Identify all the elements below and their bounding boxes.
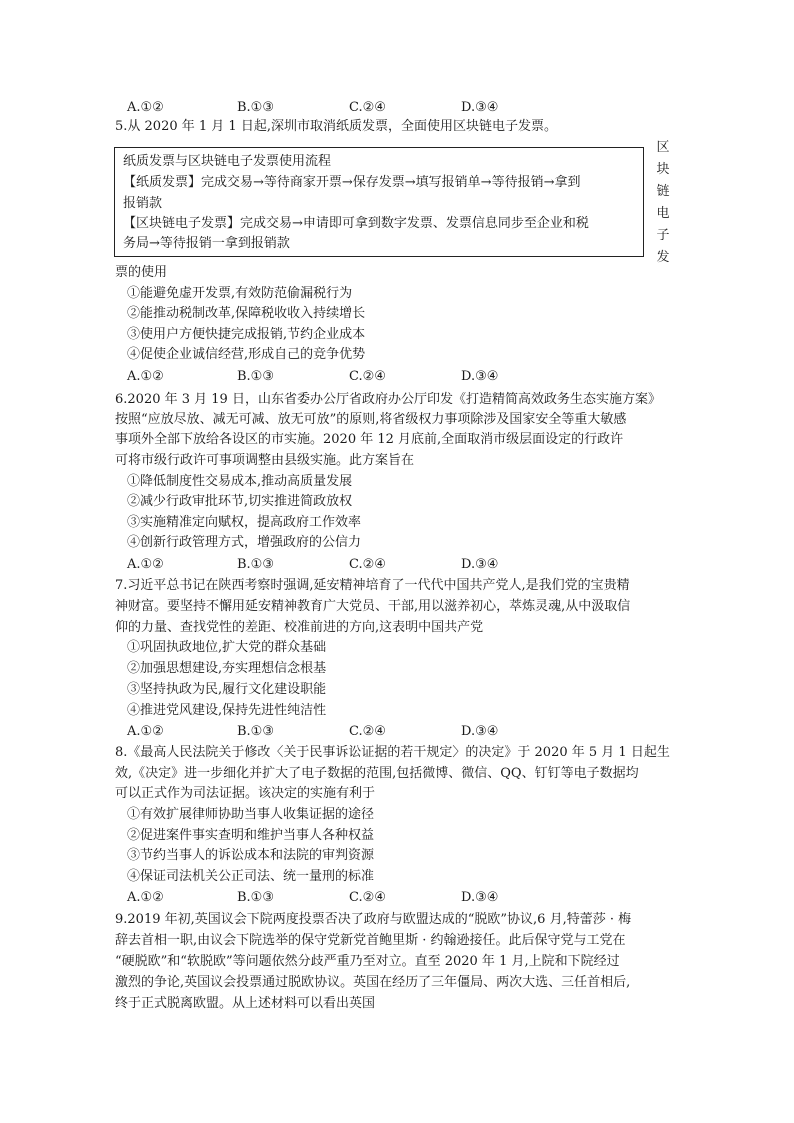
choice-b: B.①③: [237, 724, 274, 739]
choice-b: B.①③: [237, 100, 274, 115]
q6-option-3: ③实施精准定向赋权，提高政府工作效率: [127, 515, 362, 530]
choice-a: A.①②: [127, 100, 164, 115]
q5-box-line2: 报销款: [123, 196, 163, 211]
q8-line-2: 效,《决定》进一步细化并扩大了电子数据的范围,包括微博、微信、QQ、钉钉等电子数据均: [115, 766, 639, 781]
choice-d: D.③④: [461, 100, 499, 115]
q5-side-char: 链: [656, 184, 670, 199]
choice-a: A.①②: [127, 369, 164, 384]
choices-row-q4: [127, 98, 647, 118]
choices-row-q8: [127, 888, 647, 908]
q8-option-1: ①有效扩展律师协助当事人收集证据的途径: [127, 807, 375, 822]
q8-option-2: ②促进案件事实查明和维护当事人各种权益: [127, 828, 375, 843]
q5-stem: 5.从 2020 年 1 月 1 日起,深圳市取消纸质发票，全面使用区块链电子发票。: [115, 119, 557, 134]
q5-option-3: ③使用户方便快捷完成报销,节约企业成本: [127, 327, 366, 342]
q8-line-1: 8.《最高人民法院关于修改〈关于民事诉讼证据的若干规定〉的决定》于 2020 年 5 月 1 日起生: [115, 745, 670, 760]
choice-c: C.②④: [349, 557, 386, 572]
q7-option-1: ①巩固执政地位,扩大党的群众基础: [127, 640, 327, 655]
q6-line-4: 可将市级行政许可事项调整由县级实施。此方案旨在: [115, 453, 415, 468]
q6-line-2: 按照“应放尽放、减无可减、放无可放”的原则,将省级权力事项除涉及国家安全等重大敏感: [115, 412, 627, 427]
q8-option-4: ④保证司法机关公正司法、统一量刑的标准: [127, 869, 375, 884]
choice-a: A.①②: [127, 724, 164, 739]
q6-option-2: ②减少行政审批环节,切实推进简政放权: [127, 494, 353, 509]
q5-tail: 票的使用: [115, 265, 168, 280]
q5-side-char: 子: [656, 228, 670, 243]
q5-side-char: 电: [656, 206, 670, 221]
q7-option-2: ②加强思想建设,夯实理想信念根基: [127, 661, 327, 676]
q9-line-3: “硬脱欧”和“软脱欧”等问题依然分歧严重乃至对立。直至 2020 年 1 月,上院和下院经过: [115, 954, 620, 969]
choice-d: D.③④: [461, 369, 499, 384]
q5-box-title: 纸质发票与区块链电子发票使用流程: [123, 154, 332, 169]
q5-side-char: 块: [656, 162, 670, 177]
choice-c: C.②④: [349, 890, 386, 905]
q5-option-4: ④促使企业诚信经营,形成自己的竞争优势: [127, 347, 366, 362]
choice-d: D.③④: [461, 724, 499, 739]
q5-box-line4: 务局→等待报销一拿到报销款: [123, 236, 290, 251]
choice-a: A.①②: [127, 890, 164, 905]
q7-line-2: 神财富。要坚持不懈用延安精神教育广大党员、干部,用以滋养初心，萃炼灵魂,从中汲取信: [115, 599, 631, 614]
q8-line-3: 可以正式作为司法证据。该决定的实施有利于: [115, 786, 376, 801]
q6-line-3: 事项外全部下放给各设区的市实施。2020 年 12 月底前,全面取消市级层面设定的行政许: [115, 432, 624, 447]
q5-side-char: 区: [656, 140, 670, 155]
q9-line-1: 9.2019 年初,英国议会下院两度投票否决了政府与欧盟达成的“脱欧”协议,6 月,特蕾莎 · 梅: [115, 912, 632, 927]
q9-line-5: 终于正式脱离欧盟。从上述材料可以看出英国: [115, 996, 376, 1011]
choices-row-q6: [127, 555, 647, 575]
q5-option-2: ②能推动税制改革,保障税收收入持续增长: [127, 306, 366, 321]
q5-option-1: ①能避免虚开发票,有效防范偷漏税行为: [127, 286, 353, 301]
q7-line-1: 7.习近平总书记在陕西考察时强调,延安精神培育了一代代中国共产党人,是我们党的宝贵精: [115, 578, 630, 593]
choices-row-q5: [127, 367, 647, 387]
choice-d: D.③④: [461, 890, 499, 905]
q5-flow-box: [114, 147, 644, 257]
q5-side-char: 发: [656, 250, 670, 265]
choice-c: C.②④: [349, 100, 386, 115]
choice-d: D.③④: [461, 557, 499, 572]
q7-line-3: 仰的力量、查找党性的差距、校准前进的方向,这表明中国共产党: [115, 620, 484, 635]
choice-b: B.①③: [237, 557, 274, 572]
q5-box-line1: 【纸质发票】完成交易→等待商家开票→保存发票→填写报销单→等待报销→拿到: [123, 175, 581, 190]
choice-b: B.①③: [237, 369, 274, 384]
choice-b: B.①③: [237, 890, 274, 905]
q6-line-1: 6.2020 年 3 月 19 日，山东省委办公厅省政府办公厅印发《打造精简高效政务生态实施方案》: [115, 392, 661, 407]
q6-option-4: ④创新行政管理方式，增强政府的公信力: [127, 535, 362, 550]
q6-option-1: ①降低制度性交易成本,推动高质量发展: [127, 474, 353, 489]
choices-row-q7: [127, 722, 647, 742]
q5-box-line3: 【区块链电子发票】完成交易→申请即可拿到数字发票、发票信息同步至企业和税: [123, 216, 589, 231]
choice-a: A.①②: [127, 557, 164, 572]
q9-line-4: 激烈的争论,英国议会投票通过脱欧协议。英国在经历了三年僵局、两次大选、三任首相后,: [115, 975, 631, 990]
q8-option-3: ③节约当事人的诉讼成本和法院的审判资源: [127, 848, 375, 863]
choice-c: C.②④: [349, 369, 386, 384]
q7-option-4: ④推进党风建设,保持先进性纯洁性: [127, 703, 327, 718]
q7-option-3: ③坚持执政为民,履行文化建设职能: [127, 682, 327, 697]
choice-c: C.②④: [349, 724, 386, 739]
q9-line-2: 辞去首相一职,由议会下院选举的保守党新党首鲍里斯 · 约翰逊接任。此后保守党与工党在: [115, 933, 626, 948]
